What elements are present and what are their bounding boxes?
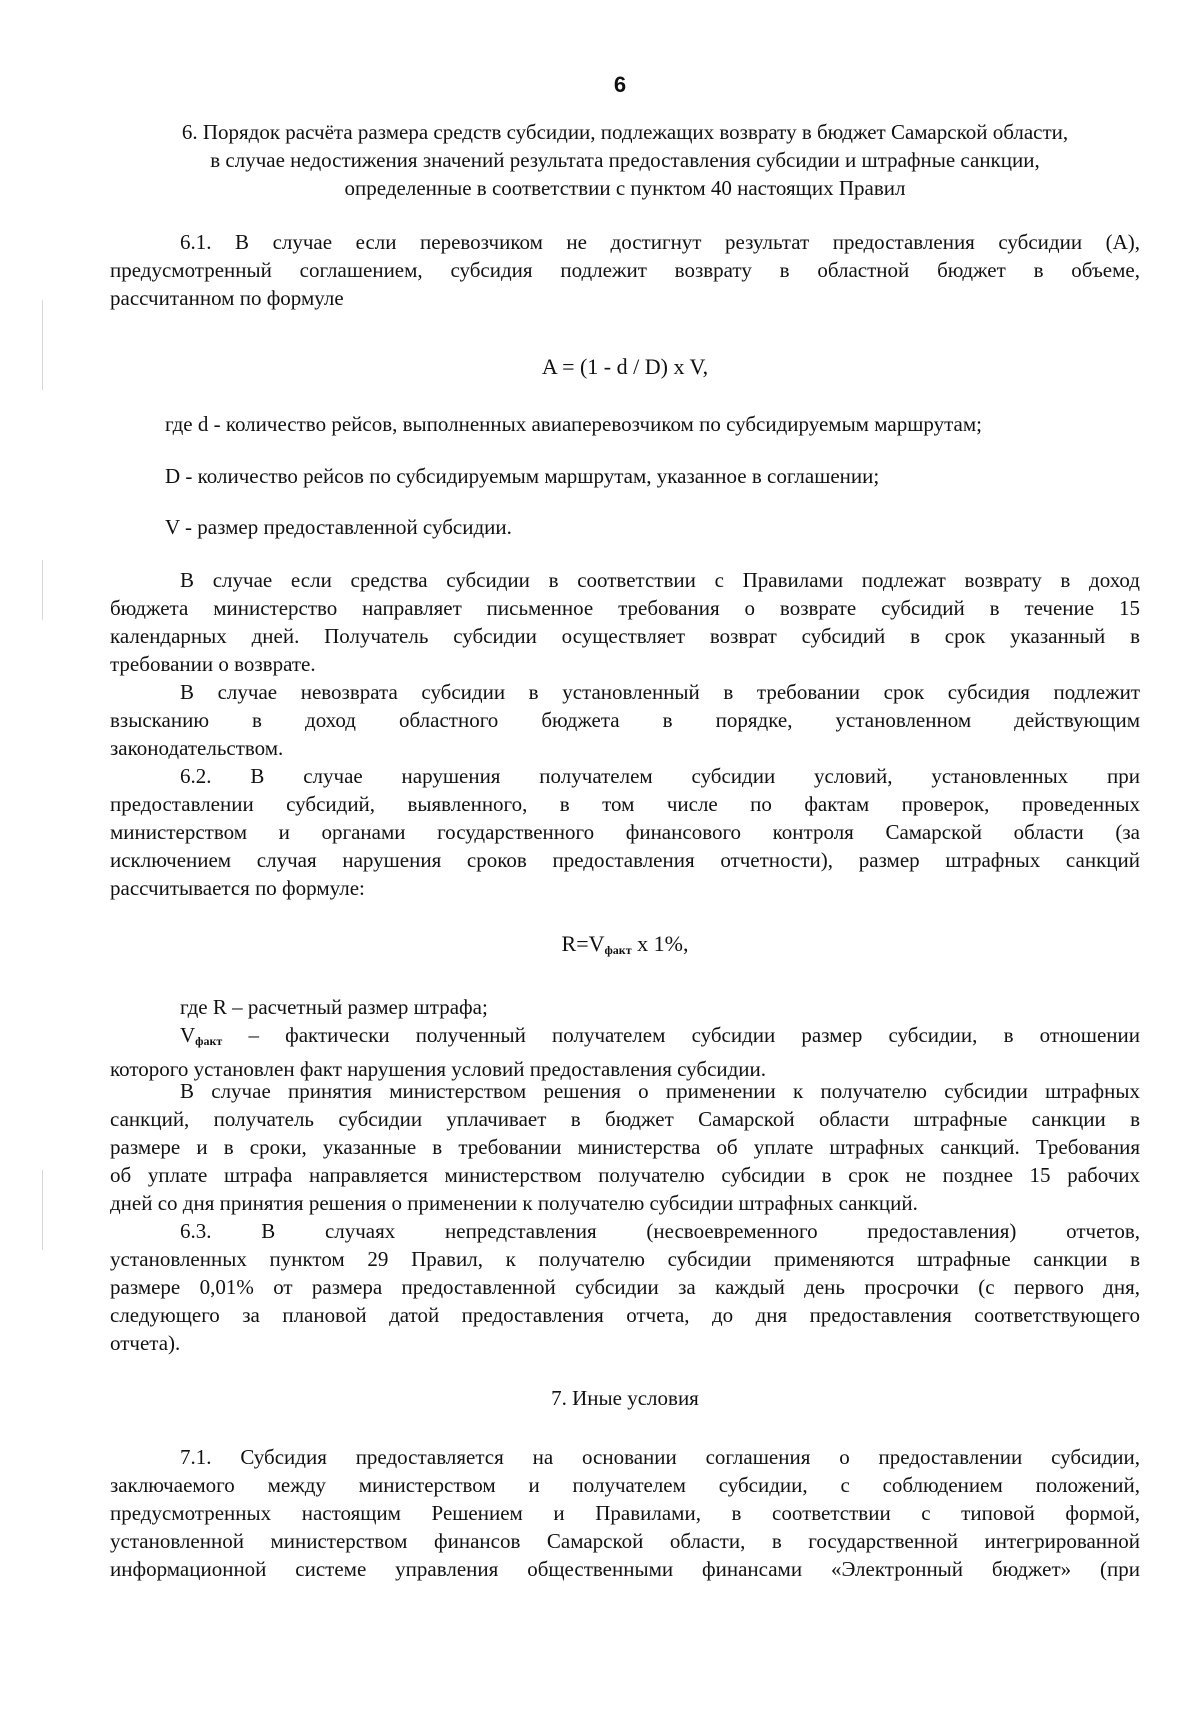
- paragraph-line: предусмотренных настоящим Решением и Правилами, в соответствии с типовой формой,: [110, 1501, 1140, 1525]
- paragraph-line: законодательством.: [110, 736, 284, 760]
- paragraph-6-1: [110, 228, 1140, 312]
- section-6-title: [110, 118, 1140, 202]
- paragraph-line: рассчитывается по формуле:: [110, 876, 365, 900]
- definition-line: [110, 1021, 1140, 1055]
- scan-edge-mark: [42, 560, 43, 620]
- paragraph-penalty: [110, 1077, 1140, 1217]
- paragraph-line: рассчитанном по формуле: [110, 286, 344, 310]
- paragraph-line: 6.3. В случаях непредставления (несвоевременного предоставления) отчетов,: [180, 1219, 1140, 1243]
- paragraph-line: санкций, получатель субсидии уплачивает в бюджет Самарской области штрафные санкции в: [110, 1107, 1140, 1131]
- paragraph-line: В случае принятия министерством решения о применении к получателю субсидии штрафных: [180, 1079, 1140, 1103]
- vfact-text: – фактически полученный получателем субсидии размер субсидии, в отношении: [222, 1023, 1140, 1047]
- paragraph-line: информационной системе управления общественными финансами «Электронный бюджет» (при: [110, 1557, 1140, 1581]
- paragraph-7-1: [110, 1443, 1140, 1583]
- paragraph-6-2: [110, 762, 1140, 902]
- paragraph-6-3: [110, 1217, 1140, 1357]
- paragraph-line: дней со дня принятия решения о применении к получателю субсидии штрафных санкций.: [110, 1191, 918, 1215]
- formula-penalty: [110, 931, 1140, 958]
- paragraph-line: отчета).: [110, 1331, 181, 1355]
- section-7-title: 7. Иные условия: [551, 1386, 699, 1410]
- formula-right: x 1%,: [631, 931, 689, 956]
- paragraph-line: В случае если средства субсидии в соответствии с Правилами подлежат возврату в доход: [180, 568, 1140, 592]
- paragraph-line: заключаемого между министерством и получателем субсидии, с соблюдением положений,: [110, 1473, 1140, 1497]
- scan-edge-mark: [42, 300, 43, 390]
- section-6-title-line: определенные в соответствии с пунктом 40 настоящих Правил: [344, 176, 906, 200]
- paragraph-line: взысканию в доход областного бюджета в порядке, установленном действующим: [110, 708, 1140, 732]
- page-number: 6: [613, 72, 627, 97]
- formula-left: R=V: [561, 931, 605, 956]
- paragraph-line: об уплате штрафа направляется министерством получателю субсидии в срок не позднее 15 рабочих: [110, 1163, 1140, 1187]
- vfact-symbol: V: [180, 1023, 196, 1047]
- paragraph-line: размере 0,01% от размера предоставленной субсидии за каждый день просрочки (с первого дня,: [110, 1275, 1140, 1299]
- paragraph-line: календарных дней. Получатель субсидии осуществляет возврат субсидий в срок указанный в: [110, 624, 1140, 648]
- paragraph-line: размере и в сроки, указанные в требовании министерства об уплате штрафных санкций. Требования: [110, 1135, 1140, 1159]
- paragraph-line: предусмотренный соглашением, субсидия подлежит возврату в областной бюджет в объеме,: [110, 258, 1140, 282]
- definition-line: где R – расчетный размер штрафа;: [180, 995, 488, 1019]
- paragraph-line: требовании о возврате.: [110, 652, 316, 676]
- definition-line: V - размер предоставленной субсидии.: [165, 515, 512, 539]
- definition-D: [110, 462, 1140, 490]
- paragraph-line: предоставлении субсидий, выявленного, в том числе по фактам проверок, проведенных: [110, 792, 1140, 816]
- definition-d: [110, 410, 1140, 438]
- paragraph-line: бюджета министерство направляет письменное требования о возврате субсидий в течение 15: [110, 596, 1140, 620]
- section-6-title-line: 6. Порядок расчёта размера средств субсидии, подлежащих возврату в бюджет Самарской области,: [181, 120, 1069, 144]
- definition-line: где d - количество рейсов, выполненных авиаперевозчиком по субсидируемым маршрутам;: [165, 412, 982, 436]
- paragraph-nonreturn: [110, 678, 1140, 762]
- paragraph-line: следующего за плановой датой предоставления отчета, до дня предоставления соответствующего: [110, 1303, 1140, 1327]
- vfact-subscript: факт: [195, 1034, 223, 1048]
- formula-return: A = (1 - d / D) x V,: [541, 354, 709, 379]
- paragraph-line: В случае невозврата субсидии в установленный в требовании срок субсидия подлежит: [180, 680, 1140, 704]
- definition-line: D - количество рейсов по субсидируемым маршрутам, указанное в соглашении;: [165, 464, 880, 488]
- paragraph-line: 6.2. В случае нарушения получателем субсидии условий, установленных при: [180, 764, 1140, 788]
- paragraph-line: 6.1. В случае если перевозчиком не достигнут результат предоставления субсидии (А),: [180, 230, 1140, 254]
- paragraph-line: установленных пунктом 29 Правил, к получателю субсидии применяются штрафные санкции в: [110, 1247, 1140, 1271]
- paragraph-line: исключением случая нарушения сроков предоставления отчетности), размер штрафных санкций: [110, 848, 1140, 872]
- formula-subscript: факт: [604, 943, 632, 957]
- scan-edge-mark: [42, 1170, 43, 1250]
- definition-line: которого установлен факт нарушения условий предоставления субсидии.: [110, 1057, 767, 1081]
- section-6-title-line: в случае недостижения значений результата предоставления субсидии и штрафные санкции,: [210, 148, 1040, 172]
- definition-V: [110, 513, 1140, 541]
- paragraph-return: [110, 566, 1140, 678]
- definition-Vfact: [110, 1021, 1140, 1083]
- definition-R: [110, 993, 1140, 1021]
- paragraph-line: установленной министерством финансов Самарской области, в государственной интегрированной: [110, 1529, 1140, 1553]
- paragraph-line: министерством и органами государственного финансового контроля Самарской области (за: [110, 820, 1140, 844]
- paragraph-line: 7.1. Субсидия предоставляется на основании соглашения о предоставлении субсидии,: [180, 1445, 1140, 1469]
